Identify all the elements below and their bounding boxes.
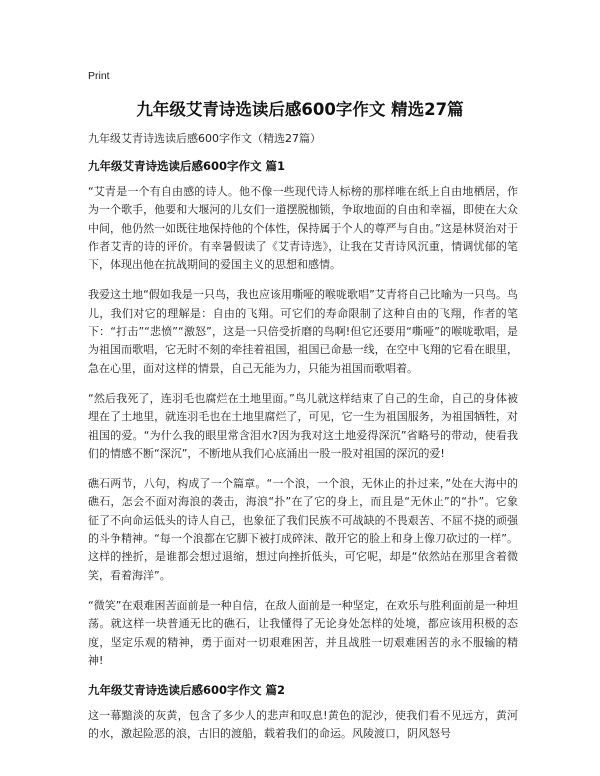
article-body (88, 130, 518, 744)
essay-section-2 (88, 682, 518, 744)
paragraph: “然后我死了，连羽毛也腐烂在土地里面。”鸟儿就这样结束了自己的生命，自己的身体被埋在了土地里，就连羽毛也在土地里腐烂了，可见，它一生为祖国服务，为祖国牺牲，对祖国的爱。“为什么我的眼里常含泪水?因为我对这土地爱得深沉”省略号的带动，使看我们的情感不断“深沉”，不断地从我们心底涌出一股一股对祖国的深沉的爱! (88, 391, 518, 460)
article-subtitle: 九年级艾青诗选读后感600字作文（精选27篇） (88, 132, 321, 145)
essay-section-1 (88, 158, 518, 670)
paragraph: 我爱这土地“假如我是一只鸟，我也应该用嘶哑的喉咙歌唱”艾青将自己比喻为一只鸟。鸟儿，我们对它的理解是：自由的飞翔。可它们的寿命限制了这种自由的飞翔，作者的笔下：“打击”“悲愤”“激怒”，这是一只倍受折磨的鸟啊!但它还要用“嘶哑”的喉咙歌唱，是为祖国而歌唱，它无时不刻的牵挂着祖国，祖国已命悬一线，在空中飞翔的它看在眼里，急在心里，面对这样的情景，自己无能为力，只能为祖国而歌唱着。 (88, 288, 518, 375)
page-title: 九年级艾青诗选读后感600字作文 精选27篇 (136, 100, 464, 119)
section-heading: 九年级艾青诗选读后感600字作文 篇1 (88, 159, 286, 173)
print-label[interactable]: Print (88, 70, 110, 82)
paragraph: 这一幕黯淡的灰黄，包含了多少人的悲声和叹息!黄色的泥沙，使我们看不见远方，黄河的水，激起险恶的浪，古旧的渡船，载着我们的命运。风陵渡口，阴风怒号 (88, 709, 518, 741)
paragraph: “艾青是一个有自由感的诗人。他不像一些现代诗人标榜的那样唯在纸上自由地栖居，作为一个歌手，他要和大堰河的儿女们一道摆脱枷锁，争取地面的自由和幸福，即使在大众中间，他仍然一如既往地保持他的个体性，保持属于个人的尊严与自由。”这是林贤治对于作者艾青的诗的评价。有幸暑假读了《艾青诗选》，让我在艾青诗风沉重，情调忧郁的笔下，体现出他在抗战期间的爱国主义的思想和感情。 (88, 185, 518, 272)
section-heading: 九年级艾青诗选读后感600字作文 篇2 (88, 683, 286, 698)
paragraph: “微笑”在艰难困苦面前是一种自信，在敌人面前是一种坚定，在欢乐与胜利面前是一种坦荡。就这样一块普通无比的礁石，让我懂得了无论身处怎样的处境，都应该用积极的态度，坚定乐观的精神，勇于面对一切艰难困苦，并且战胜一切艰难困苦的永不服输的精神! (88, 598, 518, 667)
paragraph: 礁石两节，八句，构成了一个篇章。“一个浪，一个浪，无休止的扑过来，”处在大海中的礁石，怎会不面对海浪的袭击，海浪“扑”在了它的身上，而且是“无休止”的“扑”。它象征了不向命运低头的诗人自己，也象征了我们民族不可战缺的不畏艰苦、不屈不挠的顽强的斗争精神。“每一个浪都在它脚下被打成碎沫、散开它的脸上和身上像刀砍过的一样”。这样的挫折，是谁都会想过退缩，想过向挫折低头，可它呢，却是“依然站在那里含着微笑，看着海洋”。 (88, 477, 518, 582)
